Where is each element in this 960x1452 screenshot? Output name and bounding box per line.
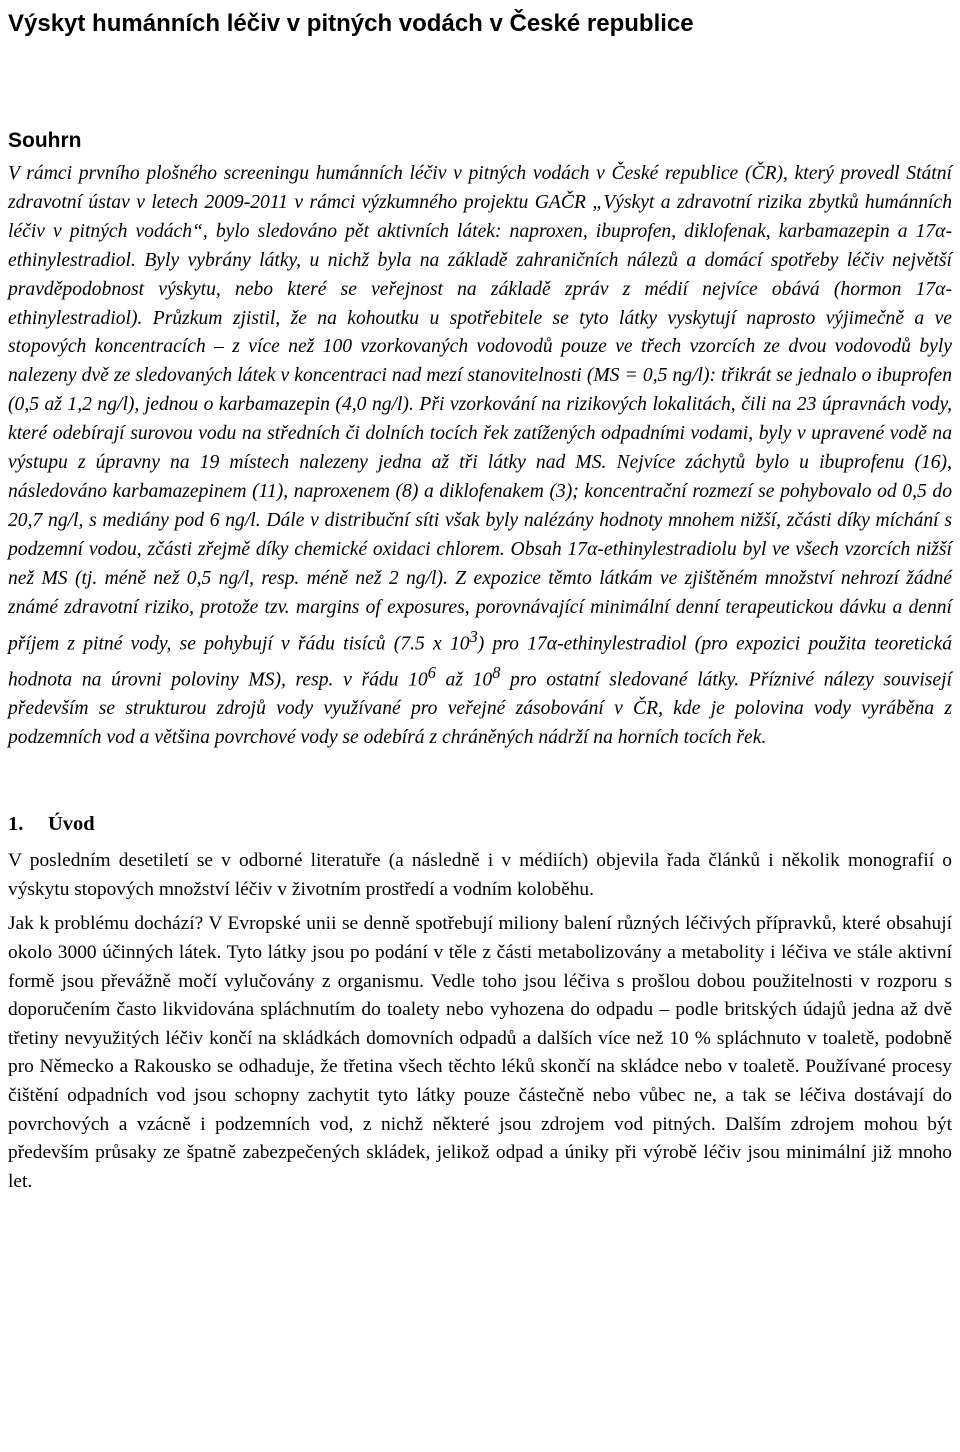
abstract-superscript: 8 xyxy=(492,662,501,682)
abstract-superscript: 6 xyxy=(427,662,436,682)
abstract-text: V rámci prvního plošného screeningu humánních léčiv v pitných vodách v České republice (ČR), který provedl Státní zdravotní ústav v letech 2009-2011 v rámci výzkumného projektu GAČR „Výskyt a zdravotní rizika zbytků humánních léčiv v pitných vodách“, bylo sledováno pět aktivních látek: naproxen, ibuprofen, diklofenak, karbamazepin a 17α-ethinylestradiol. Byly vybrány látky, u nichž byla na základě zahraničních nálezů a domácí spotřeby léčiv největší pravděpodobnost výskytu, nebo které se veřejnost na základě zpráv z médií nejvíce obává (hormon 17α-ethinylestradiol). Průzkum zjistil, že na kohoutku u spotřebitele se tyto látky vyskytují naprosto výjimečně a ve stopových koncentracích – z více než 100 vzorkovaných vodovodů pouze ve třech vzorcích ze dvou vodovodů byly nalezeny dvě ze sledovaných látek v koncentraci nad mezí stanovitelnosti (MS = 0,5 ng/l): třikrát se jednalo o ibuprofen (0,5 až 1,2 ng/l), jednou o karbamazepin (4,0 ng/l). Při vzorkování na rizikových lokalitách, čili na 23 úpravnách vody, které odebírají surovou vodu na středních či dolních tocích řek zatížených odpadními vodami, byly v upravené vodě na výstupu z úpravny na 19 místech nalezeny jedna až tři látky nad MS. Nejvíce záchytů bylo u ibuprofenu (16), následováno karbamazepinem (11), naproxenem (8) a diklofenakem (3); koncentrační rozmezí se pohybovalo od 0,5 do 20,7 ng/l, s mediány pod 6 ng/l. Dále v distribuční síti však byly nalézány hodnoty mnohem nižší, zčásti díky míchání s podzemní vodou, zčásti zřejmě díky chemické oxidaci chlorem. Obsah 17α-ethinylestradiolu byl ve všech vzorcích nižší než MS (tj. méně než 0,5 ng/l, resp. méně než 2 ng/l). Z expozice těmto látkám ve zjištěném množství nehrozí žádné známé zdravotní riziko, protože tzv. margins of exposures, porovnávající minimální denní terapeutickou dávku a denní příjem z pitné vody, se pohybují v řádu tisíců (7.5 x 10 xyxy=(8,163,952,655)
section-number: 1. xyxy=(8,813,24,836)
document-title: Výskyt humánních léčiv v pitných vodách v České republice xyxy=(8,10,694,37)
abstract-paragraph xyxy=(8,160,952,753)
section-heading xyxy=(8,809,952,839)
abstract-text: pro ostatní sledované látky. Příznivé nálezy souvisejí především se strukturou zdrojů vody využívané pro veřejné zásobování v ČR, kde je polovina vody vyráběna z podzemních vod a většina povrchové vody se odebírá z chráněných nádrží na horních tocích řek. xyxy=(8,669,952,749)
section-title: Úvod xyxy=(48,813,95,836)
body-paragraph: V posledním desetiletí se v odborné literatuře (a následně i v médiích) objevila řada článků i několik monografií o výskytu stopových množství léčiv v životním prostředí a vodním koloběhu. xyxy=(8,850,952,900)
abstract-superscript: 3 xyxy=(469,626,478,646)
abstract-heading: Souhrn xyxy=(8,129,82,152)
abstract-text: ) pro 17α-ethinylestradiol (pro expozici použita teoretická hodnota na úrovni poloviny MS), resp. v řádu 10 xyxy=(8,633,952,691)
abstract-text: až 10 xyxy=(435,669,493,691)
body-paragraph: Jak k problému dochází? V Evropské unii se denně spotřebují miliony balení různých léčivých přípravků, které obsahují okolo 3000 účinných látek. Tyto látky jsou po podání v těle z části metabolizovány a metabolity i léčiva ve stále aktivní formě jsou převážně močí vylučovány z organismu. Vedle toho jsou léčiva s prošlou dobou použitelnosti v rozporu s doporučením často likvidována spláchnutím do toalety nebo vyhozena do odpadu – podle britských údajů jedna až dvě třetiny nevyužitých léčiv končí na skládkách domovních odpadů a dalších více než 10 % spláchnuto v toaletě, podobně pro Německo a Rakousko se odhaduje, že třetina všech těchto léků skončí na skládce nebo v toaletě. Používané procesy čištění odpadních vod jsou schopny zachytit tyto látky pouze částečně nebo vůbec ne, a tak se léčiva dostávají do povrchových a vzácně i podzemních vod, z nichž některé jsou zdrojem vod pitných. Dalším zdrojem mohou být především průsaky ze špatně zabezpečených skládek, jelikož odpad a úniky při výrobě léčiv jsou minimální již mnoho let. xyxy=(8,913,952,1192)
